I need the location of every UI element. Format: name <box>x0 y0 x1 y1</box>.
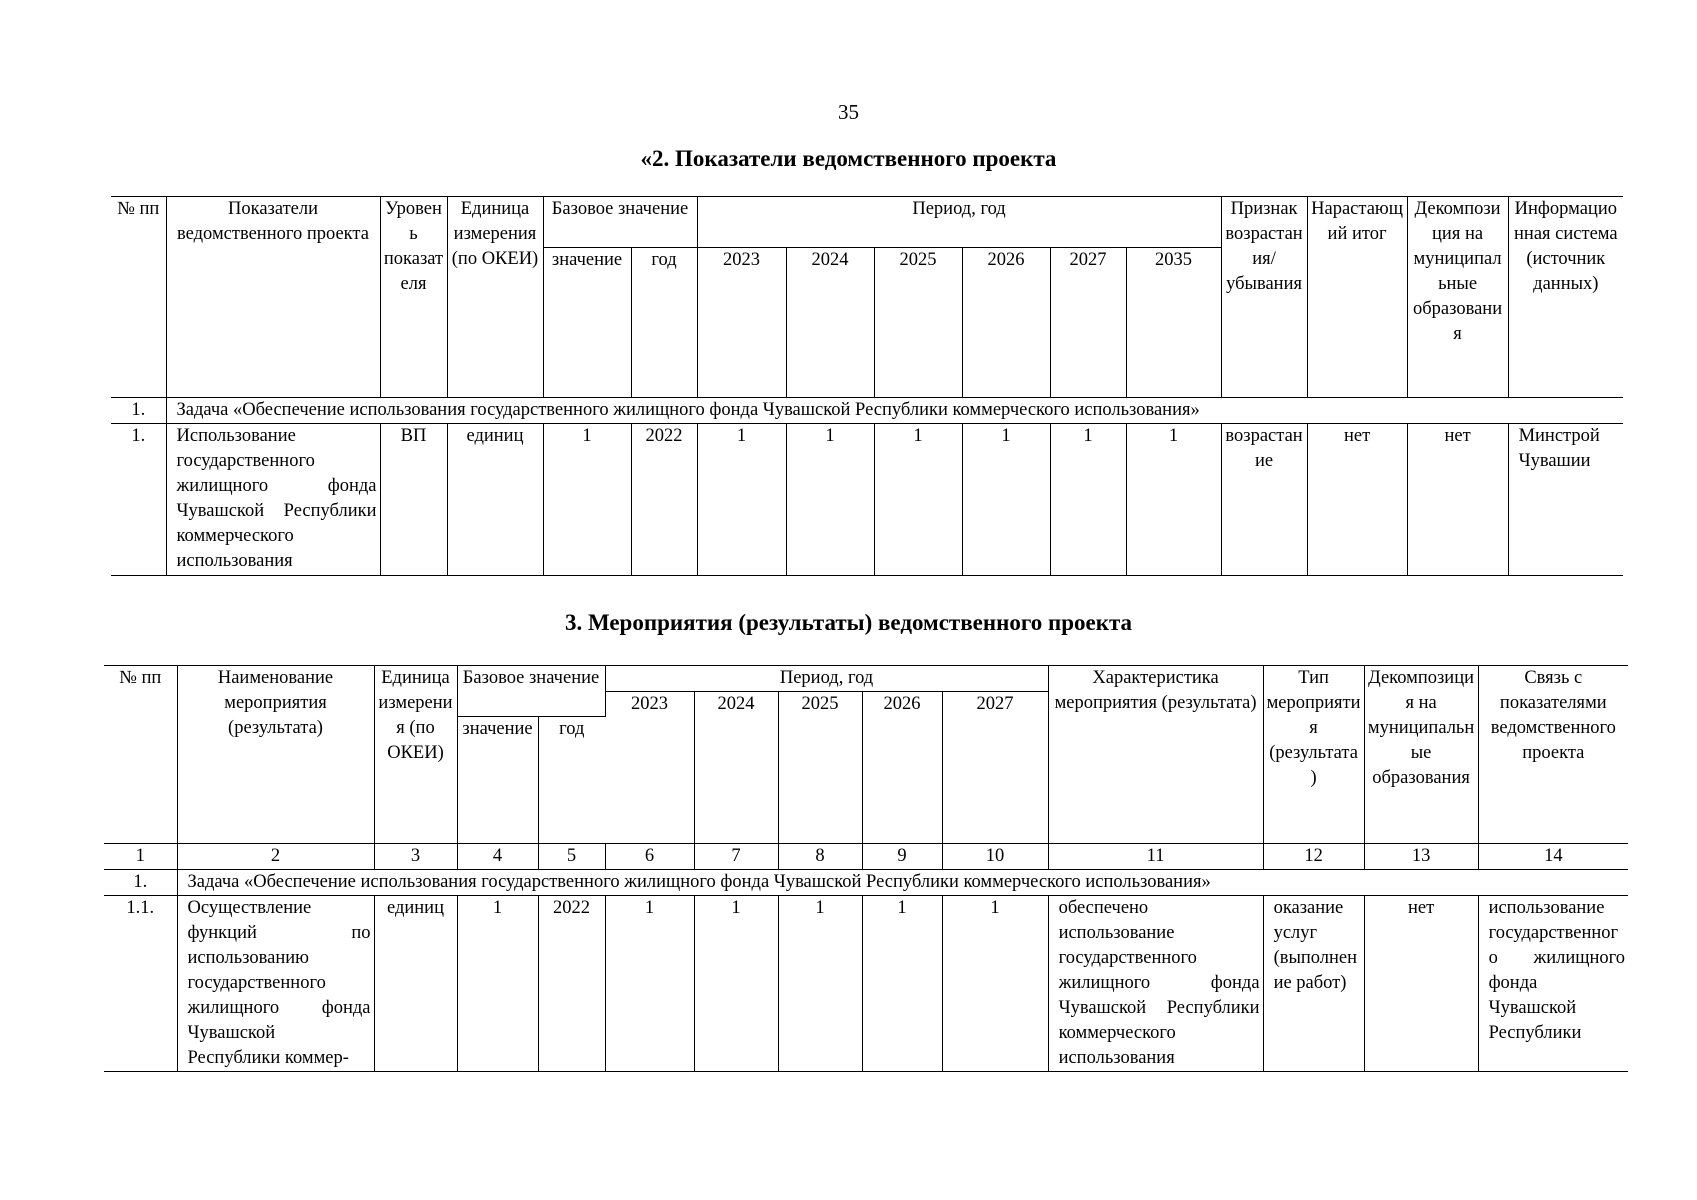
header-base-year: год <box>538 717 605 844</box>
row-num: 1.1. <box>104 896 177 1072</box>
header-base-year: год <box>631 248 697 398</box>
header-period: Период, год <box>605 666 1048 692</box>
section-3-title: 3. Мероприятия (результаты) ведомственного проекта <box>564 610 1133 635</box>
column-number: 3 <box>374 844 457 870</box>
row-link: использование государственного жилищного фонда Чувашской Республики <box>1478 896 1628 1072</box>
row-year-value: 1 <box>1050 424 1126 576</box>
row-name: Осуществление функций по использованию государственного жилищного фонда Чувашской Республики коммер- <box>177 896 374 1072</box>
table-row <box>104 896 1628 1072</box>
header-year: 2035 <box>1126 248 1221 398</box>
header-year: 2026 <box>962 248 1050 398</box>
task-row <box>104 870 1628 896</box>
header-year: 2024 <box>694 692 778 844</box>
row-decomposition: нет <box>1407 424 1508 576</box>
column-number: 5 <box>538 844 605 870</box>
header-decomposition: Декомпозиция на муниципальные образования <box>1407 197 1508 398</box>
header-sign: Признак возрастания/ убывания <box>1221 197 1307 398</box>
indicators-table <box>111 196 1623 576</box>
header-num: № пп <box>104 666 177 844</box>
row-cumulative: нет <box>1307 424 1407 576</box>
row-type: оказание услуг (выполнение работ) <box>1263 896 1364 1072</box>
header-num: № пп <box>111 197 166 398</box>
header-indicator: Показатели ведомственного проекта <box>166 197 380 398</box>
header-row <box>111 197 1623 248</box>
header-decomposition: Декомпозиция на муниципальные образования <box>1364 666 1478 844</box>
header-base: Базовое значение <box>457 666 605 717</box>
row-year-value: 1 <box>694 896 778 1072</box>
header-level: Уровень показателя <box>380 197 447 398</box>
page-number: 35 <box>838 100 859 124</box>
row-num: 1. <box>111 424 166 576</box>
row-base-year: 2022 <box>538 896 605 1072</box>
activities-table <box>104 665 1628 1072</box>
row-year-value: 1 <box>1126 424 1221 576</box>
header-base-value: значение <box>457 717 538 844</box>
column-number: 9 <box>862 844 942 870</box>
header-info-system: Информационная система (источник данных) <box>1508 197 1623 398</box>
row-year-value: 1 <box>862 896 942 1072</box>
row-characteristic: обеспечено использование государственного жилищного фонда Чувашской Республики коммерческого использования <box>1048 896 1263 1072</box>
row-year-value: 1 <box>874 424 962 576</box>
column-number: 13 <box>1364 844 1478 870</box>
header-name: Наименование мероприятия (результата) <box>177 666 374 844</box>
column-number: 8 <box>778 844 862 870</box>
header-base: Базовое значение <box>543 197 697 248</box>
row-unit: единиц <box>374 896 457 1072</box>
header-link: Связь с показателями ведомственного проекта <box>1478 666 1628 844</box>
header-year: 2026 <box>862 692 942 844</box>
column-number: 11 <box>1048 844 1263 870</box>
task-num: 1. <box>111 398 166 424</box>
column-number: 2 <box>177 844 374 870</box>
header-year: 2027 <box>942 692 1048 844</box>
header-year: 2025 <box>778 692 862 844</box>
row-level: ВП <box>380 424 447 576</box>
row-base-value: 1 <box>543 424 631 576</box>
column-number: 7 <box>694 844 778 870</box>
header-year: 2024 <box>786 248 874 398</box>
header-year: 2023 <box>605 692 694 844</box>
column-number: 12 <box>1263 844 1364 870</box>
row-year-value: 1 <box>605 896 694 1072</box>
header-row <box>104 666 1628 692</box>
row-year-value: 1 <box>778 896 862 1072</box>
header-period: Период, год <box>697 197 1221 248</box>
task-text: Задача «Обеспечение использования государственного жилищного фонда Чувашской Республики коммерческого использования» <box>177 870 1628 896</box>
column-number: 6 <box>605 844 694 870</box>
header-characteristic: Характеристика мероприятия (результата) <box>1048 666 1263 844</box>
row-info-system: Минстрой Чувашии <box>1508 424 1623 576</box>
column-numbers-row <box>104 844 1628 870</box>
column-number: 10 <box>942 844 1048 870</box>
row-year-value: 1 <box>962 424 1050 576</box>
row-unit: единиц <box>447 424 543 576</box>
row-year-value: 1 <box>697 424 786 576</box>
header-cumulative: Нарастающий итог <box>1307 197 1407 398</box>
header-unit: Единица измерения (по ОКЕИ) <box>374 666 457 844</box>
task-row <box>111 398 1623 424</box>
row-base-year: 2022 <box>631 424 697 576</box>
section-2-title: «2. Показатели ведомственного проекта <box>640 146 1057 171</box>
row-indicator: Использование государственного жилищного фонда Чувашской Республики коммерческого использования <box>166 424 380 576</box>
row-base-value: 1 <box>457 896 538 1072</box>
task-text: Задача «Обеспечение использования государственного жилищного фонда Чувашской Республики коммерческого использования» <box>166 398 1623 424</box>
column-number: 14 <box>1478 844 1628 870</box>
header-year: 2027 <box>1050 248 1126 398</box>
task-num: 1. <box>104 870 177 896</box>
header-year: 2023 <box>697 248 786 398</box>
row-year-value: 1 <box>786 424 874 576</box>
column-number: 4 <box>457 844 538 870</box>
table-row <box>111 424 1623 576</box>
header-year: 2025 <box>874 248 962 398</box>
header-base-value: значение <box>543 248 631 398</box>
row-sign: возрастание <box>1221 424 1307 576</box>
header-type: Тип мероприятия (результата) <box>1263 666 1364 844</box>
column-number: 1 <box>104 844 177 870</box>
row-decomposition: нет <box>1364 896 1478 1072</box>
header-unit: Единица измерения (по ОКЕИ) <box>447 197 543 398</box>
row-year-value: 1 <box>942 896 1048 1072</box>
